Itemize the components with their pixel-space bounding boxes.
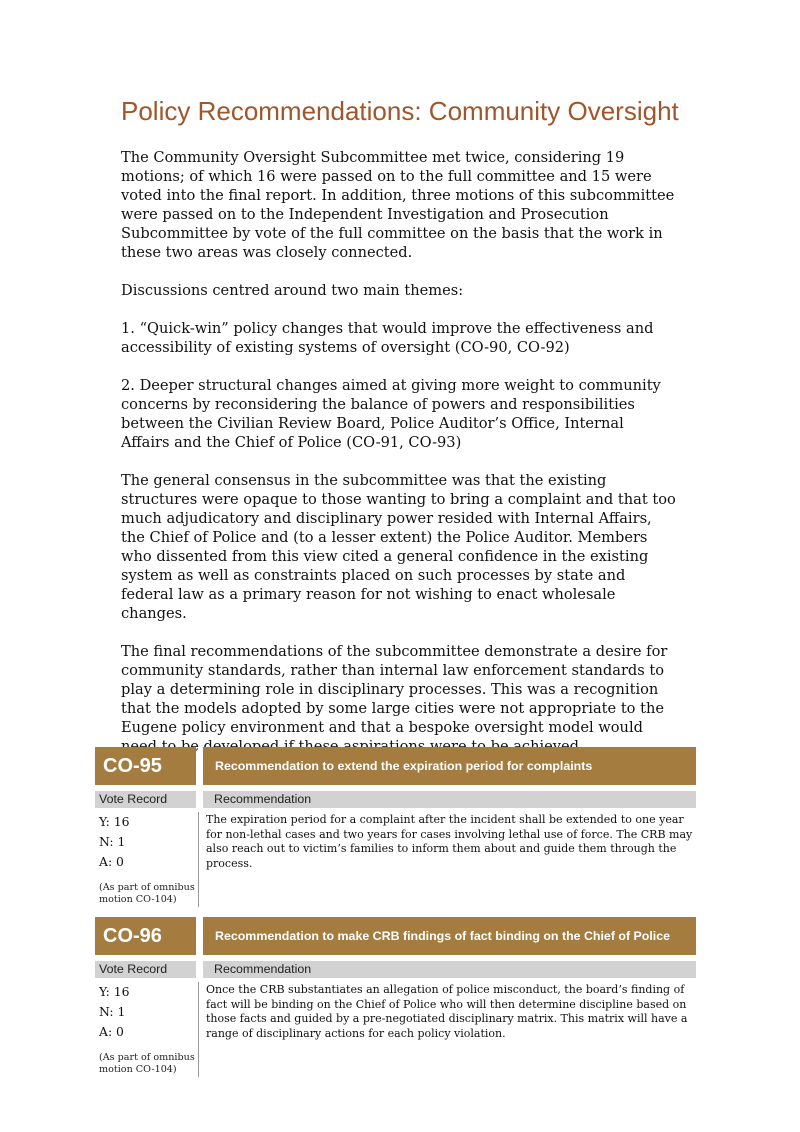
recommendation-title: Recommendation to make CRB findings of fact binding on the Chief of Police [203, 917, 696, 955]
omnibus-note: (As part of omnibus motion CO-104) [99, 882, 195, 905]
recommendation-subheader [95, 961, 696, 978]
paragraph: Discussions centred around two main themes: [121, 282, 464, 299]
vote-yes: Y: 16 [99, 814, 130, 829]
body-text [121, 148, 676, 775]
vote-record [95, 812, 199, 907]
vote-no: N: 1 [99, 1004, 126, 1019]
recommendation-subheader [95, 791, 696, 808]
vote-record-label: Vote Record [95, 961, 196, 978]
vote-record-label: Vote Record [95, 791, 196, 808]
recommendation-title: Recommendation to extend the expiration period for complaints [203, 747, 696, 785]
paragraph: 1. “Quick-win” policy changes that would improve the effectiveness and accessibility of existing systems of oversight (CO-90, CO-92) [121, 320, 654, 356]
recommendation-card [95, 917, 696, 1077]
recommendation-text: The expiration period for a complaint after the incident shall be extended to one year for non-lethal cases and two years for cases involving lethal use of force. The CRB may also reach out to victim’s families to inform them about and guide them through the process. [206, 813, 693, 870]
vote-record [95, 982, 199, 1077]
omnibus-note: (As part of omnibus motion CO-104) [99, 1052, 195, 1075]
recommendation-body [95, 982, 696, 1077]
recommendation-label: Recommendation [203, 961, 696, 978]
paragraph: The Community Oversight Subcommittee met twice, considering 19 motions; of which 16 were passed on to the full committee and 15 were voted into the final report. In addition, three motions of this subcommittee were passed on to the Independent Investigation and Prosecution Subcommittee by vote of the full committee on the basis that the work in these two areas was closely connected. [121, 149, 675, 261]
paragraph: 2. Deeper structural changes aimed at giving more weight to community concerns by reconsidering the balance of powers and responsibilities between the Civilian Review Board, Police Auditor’s Office, Internal Affairs and the Chief of Police (CO-91, CO-93) [121, 377, 661, 451]
recommendation-header [95, 747, 696, 785]
recommendation-id: CO-96 [95, 917, 196, 955]
recommendation-text: Once the CRB substantiates an allegation of police misconduct, the board’s finding of fact will be binding on the Chief of Police who will then determine discipline based on those facts and guided by a pre-negotiated disciplinary matrix. This matrix will have a range of disciplinary actions for each policy violation. [206, 983, 688, 1040]
paragraph: The final recommendations of the subcommittee demonstrate a desire for community standards, rather than internal law enforcement standards to play a determining role in disciplinary processes. This was a recognition that the models adopted by some large cities were not appropriate to the Eugene policy environment and that a bespoke oversight model would [121, 643, 668, 736]
paragraph: The general consensus in the subcommittee was that the existing structures were opaque to those wanting to bring a complaint and that too much adjudicatory and disciplinary power resided with Internal Affairs, the Chief of Police and (to a lesser extent) the Police Auditor. Members who dissented from this view cited a general confidence in the existing system as well as constraints placed on such processes by state and federal law as a primary reason for not wishing to enact wholesale changes. [121, 472, 676, 622]
recommendation-id: CO-95 [95, 747, 196, 785]
recommendation-body [95, 812, 696, 907]
vote-yes: Y: 16 [99, 984, 130, 999]
vote-no: N: 1 [99, 834, 126, 849]
vote-abstain: A: 0 [99, 1024, 124, 1039]
vote-abstain: A: 0 [99, 854, 124, 869]
recommendation-header [95, 917, 696, 955]
page-title: Policy Recommendations: Community Oversight [121, 96, 679, 126]
recommendation-card [95, 747, 696, 907]
recommendation-label: Recommendation [203, 791, 696, 808]
